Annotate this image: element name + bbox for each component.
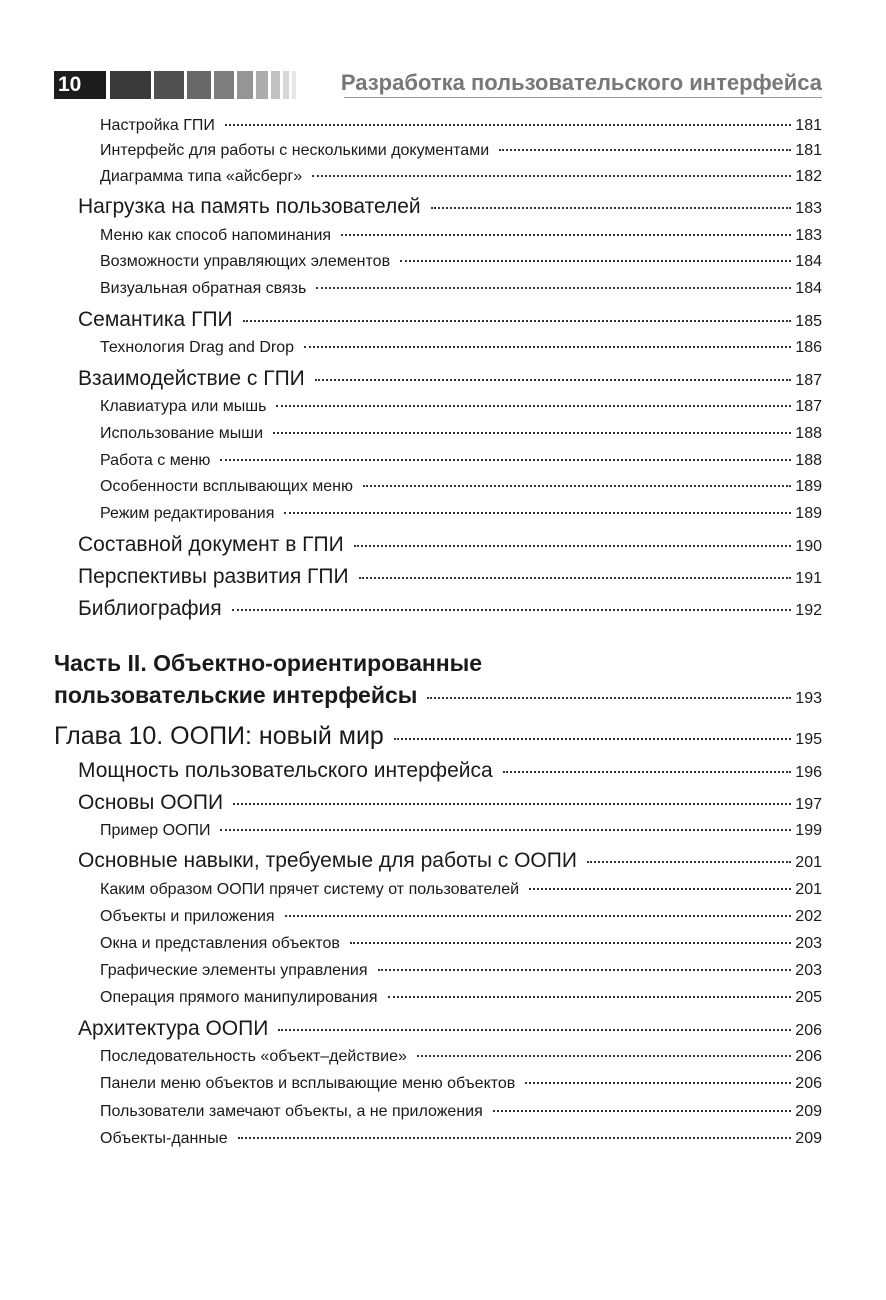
toc-entry-page: 192	[795, 602, 822, 619]
page-header	[54, 71, 822, 99]
toc-entry	[100, 1103, 822, 1121]
toc-entry-page: 193	[795, 690, 822, 707]
toc-entry-page: 201	[795, 881, 822, 898]
toc-entry	[100, 989, 822, 1007]
toc-entry-page: 206	[795, 1048, 822, 1065]
toc-entry-page: 199	[795, 822, 822, 839]
toc-entry-title: Работа с меню	[100, 452, 211, 469]
dot-leader	[312, 175, 791, 177]
toc-chapter-entry	[54, 722, 822, 751]
toc-entry-page: 183	[795, 200, 822, 217]
dot-leader	[350, 942, 791, 944]
toc-entry	[78, 759, 822, 783]
toc-entry	[100, 935, 822, 953]
toc-entry-title: Объекты и приложения	[100, 908, 275, 925]
toc-entry-page: 186	[795, 339, 822, 356]
toc-entry-page: 201	[795, 854, 822, 871]
dot-leader	[363, 485, 791, 487]
dot-leader	[529, 888, 791, 890]
toc-entry	[78, 533, 822, 557]
toc-entry	[78, 1017, 822, 1041]
dot-leader	[499, 149, 791, 151]
toc-entry	[78, 849, 822, 873]
dot-leader	[285, 915, 792, 917]
toc-entry	[78, 367, 822, 391]
toc-entry-title: Пример ООПИ	[100, 822, 211, 839]
toc-entry-title: Библиография	[78, 597, 222, 620]
toc-entry	[78, 195, 822, 219]
toc-entry-title: Семантика ГПИ	[78, 308, 233, 331]
toc-entry-page: 197	[795, 796, 822, 813]
dot-leader	[316, 287, 791, 289]
toc-entry-title: Особенности всплывающих меню	[100, 478, 354, 495]
toc-entry-title: Взаимодействие с ГПИ	[78, 367, 305, 390]
toc-entry-page: 182	[795, 168, 822, 185]
chapter-title: Глава 10. ООПИ: новый мир	[54, 722, 384, 750]
toc-entry	[100, 1130, 822, 1148]
dot-leader	[284, 512, 791, 514]
header-rule	[344, 97, 822, 98]
toc-entry	[78, 308, 822, 332]
dot-leader	[378, 969, 792, 971]
toc-entry-title: Пользователи замечают объекты, а не приложения	[100, 1103, 483, 1120]
gradient-bar	[154, 71, 184, 99]
dot-leader	[220, 459, 791, 461]
toc-entry	[100, 908, 822, 926]
toc-entry	[100, 505, 822, 523]
toc-entry-page: 189	[795, 478, 822, 495]
dot-leader	[232, 609, 792, 611]
toc-entry-title: Использование мыши	[100, 425, 264, 442]
toc-entry-title: Основные навыки, требуемые для работы с ООПИ	[78, 849, 577, 872]
toc-entry	[100, 822, 822, 840]
dot-leader	[341, 234, 791, 236]
toc-entry	[100, 881, 822, 899]
gradient-bar	[187, 71, 211, 99]
toc-entry-page: 203	[795, 935, 822, 952]
toc-entry-page: 196	[795, 764, 822, 781]
toc-entry	[100, 253, 822, 271]
toc-entry-title: Настройка ГПИ	[100, 117, 215, 134]
toc-entry-title: Составной документ в ГПИ	[78, 533, 344, 556]
toc-entry	[100, 117, 822, 135]
toc-entry-page: 187	[795, 398, 822, 415]
toc-entry-title: Мощность пользовательского интерфейса	[78, 759, 493, 782]
toc-entry-title: Нагрузка на память пользователей	[78, 195, 421, 218]
toc-entry	[78, 597, 822, 621]
toc-entry-page: 202	[795, 908, 822, 925]
dot-leader	[315, 379, 792, 381]
toc-entry-title: Графические элементы управления	[100, 962, 368, 979]
toc-entry-title: Визуальная обратная связь	[100, 280, 307, 297]
dot-leader	[431, 207, 792, 209]
toc-entry	[100, 425, 822, 443]
gradient-bar	[283, 71, 289, 99]
dot-leader	[503, 771, 792, 773]
toc-entry-page: 209	[795, 1130, 822, 1147]
toc-entry	[100, 1075, 822, 1093]
toc-entry	[100, 168, 822, 186]
dot-leader	[587, 861, 791, 863]
toc-entry-title: Каким образом ООПИ прячет систему от пользователей	[100, 881, 520, 898]
toc-entry-title: Клавиатура или мышь	[100, 398, 267, 415]
gradient-bar	[292, 71, 296, 99]
gradient-bar	[256, 71, 268, 99]
dot-leader	[276, 405, 791, 407]
toc-entry-page: 188	[795, 452, 822, 469]
toc-entry	[100, 227, 822, 245]
toc-part-entry	[54, 682, 822, 709]
toc-entry-title: Окна и представления объектов	[100, 935, 340, 952]
toc-entry	[100, 280, 822, 298]
dot-leader	[278, 1029, 791, 1031]
toc-entry-page: 187	[795, 372, 822, 389]
toc-entry-page: 205	[795, 989, 822, 1006]
toc-entry-page: 195	[795, 731, 822, 748]
toc-entry-title: Операция прямого манипулирования	[100, 989, 378, 1006]
page-number: 10	[58, 73, 82, 96]
dot-leader	[493, 1110, 792, 1112]
toc-entry-title: Панели меню объектов и всплывающие меню объектов	[100, 1075, 516, 1092]
toc-entry-page: 184	[795, 280, 822, 297]
toc-entry-page: 181	[795, 117, 822, 134]
toc-entry-title: Диаграмма типа «айсберг»	[100, 168, 303, 185]
dot-leader	[394, 738, 791, 740]
dot-leader	[304, 346, 791, 348]
toc-entry-page: 190	[795, 538, 822, 555]
toc-entry	[100, 452, 822, 470]
dot-leader	[273, 432, 791, 434]
dot-leader	[359, 577, 792, 579]
toc-entry-title: Перспективы развития ГПИ	[78, 565, 349, 588]
dot-leader	[220, 829, 791, 831]
gradient-bar	[271, 71, 280, 99]
toc-entry-title: Режим редактирования	[100, 505, 275, 522]
gradient-bar	[237, 71, 253, 99]
page-number-box	[54, 71, 106, 99]
dot-leader	[233, 803, 791, 805]
toc-entry-page: 184	[795, 253, 822, 270]
toc-entry-page: 209	[795, 1103, 822, 1120]
toc-entry-page: 181	[795, 142, 822, 159]
part-title-line2: пользовательские интерфейсы	[54, 682, 418, 708]
toc-entry-title: Объекты-данные	[100, 1130, 228, 1147]
toc-entry-page: 188	[795, 425, 822, 442]
toc-entry-title: Возможности управляющих элементов	[100, 253, 391, 270]
gradient-bar	[214, 71, 234, 99]
toc-entry-title: Интерфейс для работы с несколькими документами	[100, 142, 490, 159]
dot-leader	[238, 1137, 792, 1139]
dot-leader	[354, 545, 792, 547]
toc-entry	[100, 142, 822, 160]
toc-entry-title: Последовательность «объект–действие»	[100, 1048, 407, 1065]
dot-leader	[225, 124, 791, 126]
toc-entry-page: 191	[795, 570, 822, 587]
dot-leader	[525, 1082, 791, 1084]
toc-entry	[100, 1048, 822, 1066]
toc-entry-title: Архитектура ООПИ	[78, 1017, 269, 1040]
toc-entry	[78, 791, 822, 815]
toc-entry	[100, 478, 822, 496]
dot-leader	[417, 1055, 791, 1057]
gradient-bar	[110, 71, 151, 99]
toc-entry	[100, 962, 822, 980]
toc-entry-page: 206	[795, 1022, 822, 1039]
toc-entry-title: Меню как способ напоминания	[100, 227, 332, 244]
toc-entry-page: 185	[795, 313, 822, 330]
running-head-title: Разработка пользовательского интерфейса	[340, 70, 822, 95]
toc-entry-page: 203	[795, 962, 822, 979]
dot-leader	[427, 697, 791, 699]
toc-entry-title: Технология Drag and Drop	[100, 339, 295, 356]
dot-leader	[400, 260, 791, 262]
toc-entry	[100, 339, 822, 357]
part-title-line1: Часть II. Объектно-ориентированные	[54, 650, 483, 676]
toc-entry-page: 183	[795, 227, 822, 244]
toc-entry-title: Основы ООПИ	[78, 791, 224, 814]
toc-entry	[78, 565, 822, 589]
toc-entry-page: 206	[795, 1075, 822, 1092]
toc-entry-page: 189	[795, 505, 822, 522]
dot-leader	[243, 320, 792, 322]
dot-leader	[388, 996, 792, 998]
toc-entry	[100, 398, 822, 416]
